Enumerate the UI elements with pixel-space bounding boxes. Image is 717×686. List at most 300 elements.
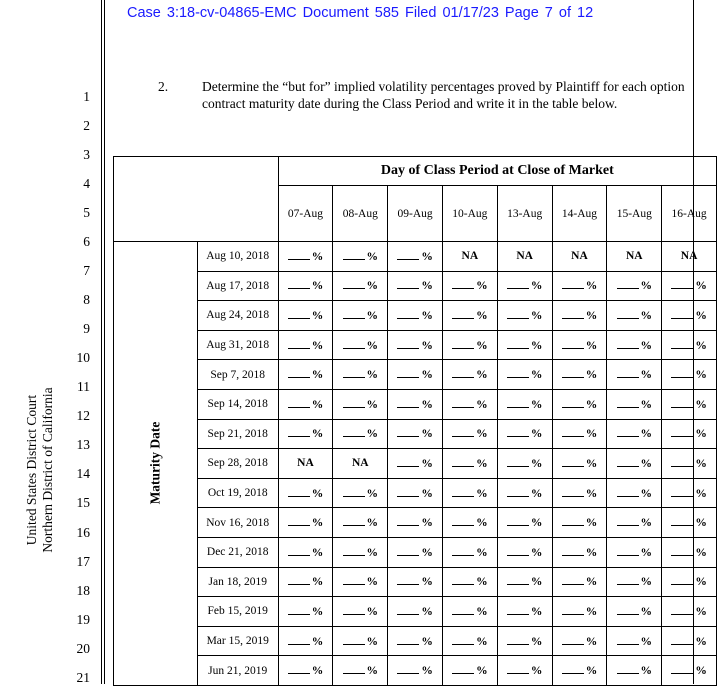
percent-sign: %	[476, 369, 488, 382]
blank-entry-line[interactable]	[562, 605, 584, 615]
blank-entry-line[interactable]	[507, 309, 529, 319]
table-cell	[278, 567, 333, 597]
column-header: 08-Aug	[333, 186, 388, 242]
table-cell	[497, 389, 552, 419]
blank-entry-line[interactable]	[562, 575, 584, 585]
blank-entry-line[interactable]	[562, 368, 584, 378]
blank-entry-line[interactable]	[562, 546, 584, 556]
blank-entry-line[interactable]	[507, 635, 529, 645]
case-header: Case 3:18-cv-04865-EMC Document 585 Filed 01/17/23 Page 7 of 12	[127, 5, 594, 21]
table-cell	[278, 360, 333, 390]
blank-entry-line[interactable]	[617, 339, 639, 349]
table-cell	[442, 449, 497, 479]
blank-entry-line[interactable]	[343, 398, 365, 408]
table-cell	[388, 389, 443, 419]
table-cell	[662, 389, 717, 419]
percent-sign: %	[311, 369, 324, 382]
blank-entry-line[interactable]	[288, 339, 310, 349]
table-cell	[388, 449, 443, 479]
table-cell	[662, 449, 717, 479]
line-number: 9	[83, 321, 90, 336]
table-cell	[497, 626, 552, 656]
percent-sign: %	[640, 309, 652, 322]
blank-entry-line[interactable]	[507, 487, 529, 497]
blank-entry-line[interactable]	[452, 516, 474, 526]
percent-sign: %	[366, 369, 379, 382]
percent-sign: %	[530, 576, 543, 589]
blank-entry-line[interactable]	[562, 398, 584, 408]
percent-sign: %	[640, 517, 652, 530]
table-cell	[442, 419, 497, 449]
table-cell	[278, 330, 333, 360]
percent-sign: %	[366, 635, 379, 648]
table-cell	[333, 597, 388, 627]
paragraph-text: Determine the “but for” implied volatility percentages proved by Plaintiff for each option contract maturity date during the Class Period and write it in the table below.	[202, 79, 685, 111]
blank-entry-line[interactable]	[452, 575, 474, 585]
percent-sign: %	[530, 546, 543, 559]
na-label: NA	[461, 250, 479, 263]
column-header: 13-Aug	[497, 186, 552, 242]
blank-entry-line[interactable]	[671, 546, 693, 556]
line-number: 7	[83, 263, 90, 278]
percent-sign: %	[311, 665, 324, 678]
blank-entry-line[interactable]	[343, 339, 365, 349]
percent-sign: %	[311, 309, 324, 322]
blank-entry-line[interactable]	[671, 487, 693, 497]
line-number: 1	[83, 89, 90, 104]
maturity-date: Jan 18, 2019	[197, 567, 278, 597]
blank-entry-line[interactable]	[507, 516, 529, 526]
blank-entry-line[interactable]	[343, 279, 365, 289]
percent-sign: %	[476, 428, 488, 441]
percent-sign: %	[311, 428, 324, 441]
table-cell	[552, 478, 607, 508]
percent-sign: %	[530, 457, 543, 470]
percent-sign: %	[366, 605, 379, 618]
table-cell	[333, 449, 388, 479]
row-axis-label: Maturity Date	[147, 422, 163, 505]
maturity-date: Sep 7, 2018	[197, 360, 278, 390]
blank-entry-line[interactable]	[507, 575, 529, 585]
blank-entry-line[interactable]	[288, 664, 310, 674]
table-cell	[497, 301, 552, 331]
blank-entry-line[interactable]	[452, 635, 474, 645]
table-cell	[662, 242, 717, 272]
blank-entry-line[interactable]	[671, 664, 693, 674]
line-number: 8	[83, 292, 90, 307]
blank-entry-line[interactable]	[397, 368, 419, 378]
na-label: NA	[297, 457, 314, 470]
line-number: 13	[76, 437, 90, 452]
blank-entry-line[interactable]	[617, 368, 639, 378]
table-cell	[552, 626, 607, 656]
table-cell	[662, 656, 717, 686]
blank-entry-line[interactable]	[397, 516, 419, 526]
blank-entry-line[interactable]	[288, 250, 310, 260]
blank-entry-line[interactable]	[343, 427, 365, 437]
blank-entry-line[interactable]	[288, 487, 310, 497]
blank-entry-line[interactable]	[397, 664, 419, 674]
blank-entry-line[interactable]	[671, 398, 693, 408]
blank-entry-line[interactable]	[617, 279, 639, 289]
line-number: 3	[83, 147, 90, 162]
blank-entry-line[interactable]	[343, 516, 365, 526]
blank-entry-line[interactable]	[343, 664, 365, 674]
table-cell	[388, 330, 443, 360]
table-cell	[607, 508, 662, 538]
table-cell	[607, 242, 662, 272]
blank-entry-line[interactable]	[452, 605, 474, 615]
table-cell	[552, 537, 607, 567]
table-cell	[333, 656, 388, 686]
percent-sign: %	[585, 457, 598, 470]
blank-entry-line[interactable]	[617, 575, 639, 585]
blank-entry-line[interactable]	[397, 279, 419, 289]
blank-entry-line[interactable]	[288, 368, 310, 378]
table-cell	[442, 626, 497, 656]
table-cell	[552, 508, 607, 538]
table-cell	[607, 567, 662, 597]
table-cell	[333, 301, 388, 331]
blank-entry-line[interactable]	[562, 516, 584, 526]
percent-sign: %	[530, 665, 543, 678]
blank-entry-line[interactable]	[671, 309, 693, 319]
blank-entry-line[interactable]	[671, 279, 693, 289]
line-number: 17	[76, 554, 90, 569]
table-corner-blank	[114, 157, 279, 242]
blank-entry-line[interactable]	[507, 368, 529, 378]
blank-entry-line[interactable]	[343, 575, 365, 585]
table-cell	[497, 478, 552, 508]
blank-entry-line[interactable]	[343, 635, 365, 645]
table-cell	[278, 301, 333, 331]
percent-sign: %	[311, 487, 324, 500]
blank-entry-line[interactable]	[617, 309, 639, 319]
table-cell	[552, 271, 607, 301]
blank-entry-line[interactable]	[397, 575, 419, 585]
table-cell	[552, 360, 607, 390]
percent-sign: %	[640, 398, 652, 411]
blank-entry-line[interactable]	[617, 398, 639, 408]
percent-sign: %	[640, 576, 652, 589]
column-header: 10-Aug	[442, 186, 497, 242]
line-number: 15	[76, 495, 90, 510]
table-cell	[552, 656, 607, 686]
blank-entry-line[interactable]	[452, 664, 474, 674]
blank-entry-line[interactable]	[507, 427, 529, 437]
percent-sign: %	[421, 546, 433, 559]
percent-sign: %	[530, 339, 543, 352]
table-cell	[388, 567, 443, 597]
table-cell	[552, 567, 607, 597]
table-cell	[607, 301, 662, 331]
column-header: 14-Aug	[552, 186, 607, 242]
percent-sign: %	[311, 398, 324, 411]
percent-sign: %	[585, 428, 598, 441]
blank-entry-line[interactable]	[562, 279, 584, 289]
percent-sign: %	[311, 280, 324, 293]
blank-entry-line[interactable]	[397, 635, 419, 645]
blank-entry-line[interactable]	[562, 635, 584, 645]
blank-entry-line[interactable]	[507, 457, 529, 467]
table-cell	[278, 597, 333, 627]
blank-entry-line[interactable]	[288, 309, 310, 319]
percent-sign: %	[585, 635, 598, 648]
blank-entry-line[interactable]	[507, 339, 529, 349]
percent-sign: %	[530, 309, 543, 322]
percent-sign: %	[476, 635, 488, 648]
percent-sign: %	[311, 339, 324, 352]
table-cell	[497, 567, 552, 597]
blank-entry-line[interactable]	[452, 427, 474, 437]
blank-entry-line[interactable]	[507, 664, 529, 674]
blank-entry-line[interactable]	[452, 309, 474, 319]
table-cell	[278, 242, 333, 272]
percent-sign: %	[695, 339, 707, 352]
percent-sign: %	[476, 280, 488, 293]
table-cell	[607, 419, 662, 449]
table-cell	[607, 478, 662, 508]
blank-entry-line[interactable]	[288, 427, 310, 437]
table-cell	[662, 301, 717, 331]
percent-sign: %	[585, 309, 598, 322]
table-cell	[607, 537, 662, 567]
percent-sign: %	[476, 487, 488, 500]
table-cell	[662, 419, 717, 449]
table-cell	[497, 597, 552, 627]
blank-entry-line[interactable]	[288, 575, 310, 585]
blank-entry-line[interactable]	[288, 516, 310, 526]
table-cell	[388, 656, 443, 686]
column-header: 09-Aug	[388, 186, 443, 242]
table-cell	[552, 389, 607, 419]
blank-entry-line[interactable]	[343, 487, 365, 497]
percent-sign: %	[421, 487, 433, 500]
blank-entry-line[interactable]	[671, 516, 693, 526]
blank-entry-line[interactable]	[671, 575, 693, 585]
blank-entry-line[interactable]	[288, 546, 310, 556]
blank-entry-line[interactable]	[617, 605, 639, 615]
percent-sign: %	[476, 546, 488, 559]
line-number: 4	[83, 176, 90, 191]
blank-entry-line[interactable]	[452, 457, 474, 467]
maturity-date: Aug 17, 2018	[197, 271, 278, 301]
percent-sign: %	[476, 457, 488, 470]
blank-entry-line[interactable]	[562, 309, 584, 319]
blank-entry-line[interactable]	[397, 398, 419, 408]
blank-entry-line[interactable]	[671, 368, 693, 378]
percent-sign: %	[366, 576, 379, 589]
percent-sign: %	[640, 546, 652, 559]
blank-entry-line[interactable]	[288, 635, 310, 645]
na-label: NA	[516, 250, 533, 263]
blank-entry-line[interactable]	[671, 635, 693, 645]
table-cell	[607, 330, 662, 360]
percent-sign: %	[476, 665, 488, 678]
percent-sign: %	[476, 339, 488, 352]
percent-sign: %	[366, 250, 379, 263]
paragraph-number: 2.	[158, 79, 169, 94]
blank-entry-line[interactable]	[343, 309, 365, 319]
table-cell	[333, 330, 388, 360]
blank-entry-line[interactable]	[562, 339, 584, 349]
percent-sign: %	[421, 635, 433, 648]
table-cell	[388, 626, 443, 656]
blank-entry-line[interactable]	[397, 250, 419, 260]
left-margin-rule-outer	[101, 0, 102, 684]
blank-entry-line[interactable]	[397, 339, 419, 349]
table-cell	[497, 360, 552, 390]
table-cell	[552, 449, 607, 479]
percent-sign: %	[695, 546, 707, 559]
percent-sign: %	[476, 309, 488, 322]
blank-entry-line[interactable]	[452, 339, 474, 349]
blank-entry-line[interactable]	[562, 664, 584, 674]
percent-sign: %	[421, 309, 433, 322]
blank-entry-line[interactable]	[452, 546, 474, 556]
maturity-date: Aug 24, 2018	[197, 301, 278, 331]
blank-entry-line[interactable]	[617, 516, 639, 526]
table-cell	[442, 537, 497, 567]
na-label: NA	[680, 250, 698, 263]
percent-sign: %	[585, 369, 598, 382]
blank-entry-line[interactable]	[343, 605, 365, 615]
blank-entry-line[interactable]	[452, 279, 474, 289]
percent-sign: %	[311, 635, 324, 648]
blank-entry-line[interactable]	[452, 368, 474, 378]
percent-sign: %	[476, 576, 488, 589]
percent-sign: %	[421, 369, 433, 382]
percent-sign: %	[421, 517, 433, 530]
blank-entry-line[interactable]	[343, 546, 365, 556]
blank-entry-line[interactable]	[288, 605, 310, 615]
line-number: 10	[76, 350, 90, 365]
blank-entry-line[interactable]	[671, 605, 693, 615]
table-cell	[497, 537, 552, 567]
volatility-table	[113, 156, 717, 686]
blank-entry-line[interactable]	[397, 487, 419, 497]
line-number: 16	[76, 525, 90, 540]
table-cell	[607, 360, 662, 390]
table-cell	[278, 449, 333, 479]
blank-entry-line[interactable]	[507, 605, 529, 615]
table-cell	[278, 271, 333, 301]
blank-entry-line[interactable]	[507, 398, 529, 408]
blank-entry-line[interactable]	[617, 427, 639, 437]
blank-entry-line[interactable]	[507, 279, 529, 289]
table-cell	[662, 597, 717, 627]
table-cell	[607, 656, 662, 686]
percent-sign: %	[366, 339, 379, 352]
table-cell	[388, 597, 443, 627]
left-margin-rule-inner	[104, 0, 105, 684]
percent-sign: %	[366, 428, 379, 441]
maturity-date: Dec 21, 2018	[197, 537, 278, 567]
percent-sign: %	[366, 665, 379, 678]
maturity-date: Mar 15, 2019	[197, 626, 278, 656]
percent-sign: %	[695, 280, 707, 293]
percent-sign: %	[695, 487, 707, 500]
blank-entry-line[interactable]	[562, 427, 584, 437]
blank-entry-line[interactable]	[562, 457, 584, 467]
table-cell	[552, 242, 607, 272]
table-cell	[662, 360, 717, 390]
blank-entry-line[interactable]	[343, 250, 365, 260]
blank-entry-line[interactable]	[397, 309, 419, 319]
column-header: 07-Aug	[278, 186, 333, 242]
blank-entry-line[interactable]	[617, 664, 639, 674]
table-cell	[442, 508, 497, 538]
blank-entry-line[interactable]	[452, 398, 474, 408]
blank-entry-line[interactable]	[507, 546, 529, 556]
percent-sign: %	[366, 398, 379, 411]
blank-entry-line[interactable]	[288, 279, 310, 289]
maturity-date: Aug 31, 2018	[197, 330, 278, 360]
table-cell	[278, 537, 333, 567]
blank-entry-line[interactable]	[617, 457, 639, 467]
table-cell	[278, 478, 333, 508]
table-cell	[388, 478, 443, 508]
table-cell	[388, 537, 443, 567]
line-number: 5	[83, 205, 90, 220]
blank-entry-line[interactable]	[452, 487, 474, 497]
blank-entry-line[interactable]	[562, 487, 584, 497]
percent-sign: %	[311, 605, 324, 618]
court-name: United States District Court	[24, 394, 39, 546]
blank-entry-line[interactable]	[397, 427, 419, 437]
maturity-date: Nov 16, 2018	[197, 508, 278, 538]
table-cell	[333, 242, 388, 272]
percent-sign: %	[585, 339, 598, 352]
percent-sign: %	[640, 487, 652, 500]
maturity-date: Oct 19, 2018	[197, 478, 278, 508]
percent-sign: %	[421, 665, 433, 678]
blank-entry-line[interactable]	[617, 487, 639, 497]
percent-sign: %	[695, 309, 707, 322]
line-number: 21	[76, 670, 90, 685]
percent-sign: %	[476, 517, 488, 530]
line-number: 2	[83, 118, 90, 133]
na-label: NA	[625, 250, 643, 263]
blank-entry-line[interactable]	[671, 339, 693, 349]
blank-entry-line[interactable]	[397, 546, 419, 556]
line-number: 20	[76, 641, 90, 656]
blank-entry-line[interactable]	[617, 546, 639, 556]
percent-sign: %	[640, 665, 652, 678]
table-cell	[333, 626, 388, 656]
blank-entry-line[interactable]	[617, 635, 639, 645]
blank-entry-line[interactable]	[397, 605, 419, 615]
percent-sign: %	[311, 517, 324, 530]
percent-sign: %	[585, 605, 598, 618]
percent-sign: %	[695, 457, 707, 470]
blank-entry-line[interactable]	[671, 457, 693, 467]
table-cell	[662, 626, 717, 656]
blank-entry-line[interactable]	[397, 457, 419, 467]
percent-sign: %	[476, 398, 488, 411]
table-cell	[442, 330, 497, 360]
blank-entry-line[interactable]	[671, 427, 693, 437]
table-cell	[442, 242, 497, 272]
blank-entry-line[interactable]	[288, 398, 310, 408]
blank-entry-line[interactable]	[343, 368, 365, 378]
percent-sign: %	[366, 309, 379, 322]
percent-sign: %	[640, 428, 652, 441]
table-cell	[278, 656, 333, 686]
court-sidebar	[24, 350, 56, 590]
percent-sign: %	[530, 635, 543, 648]
percent-sign: %	[640, 339, 652, 352]
